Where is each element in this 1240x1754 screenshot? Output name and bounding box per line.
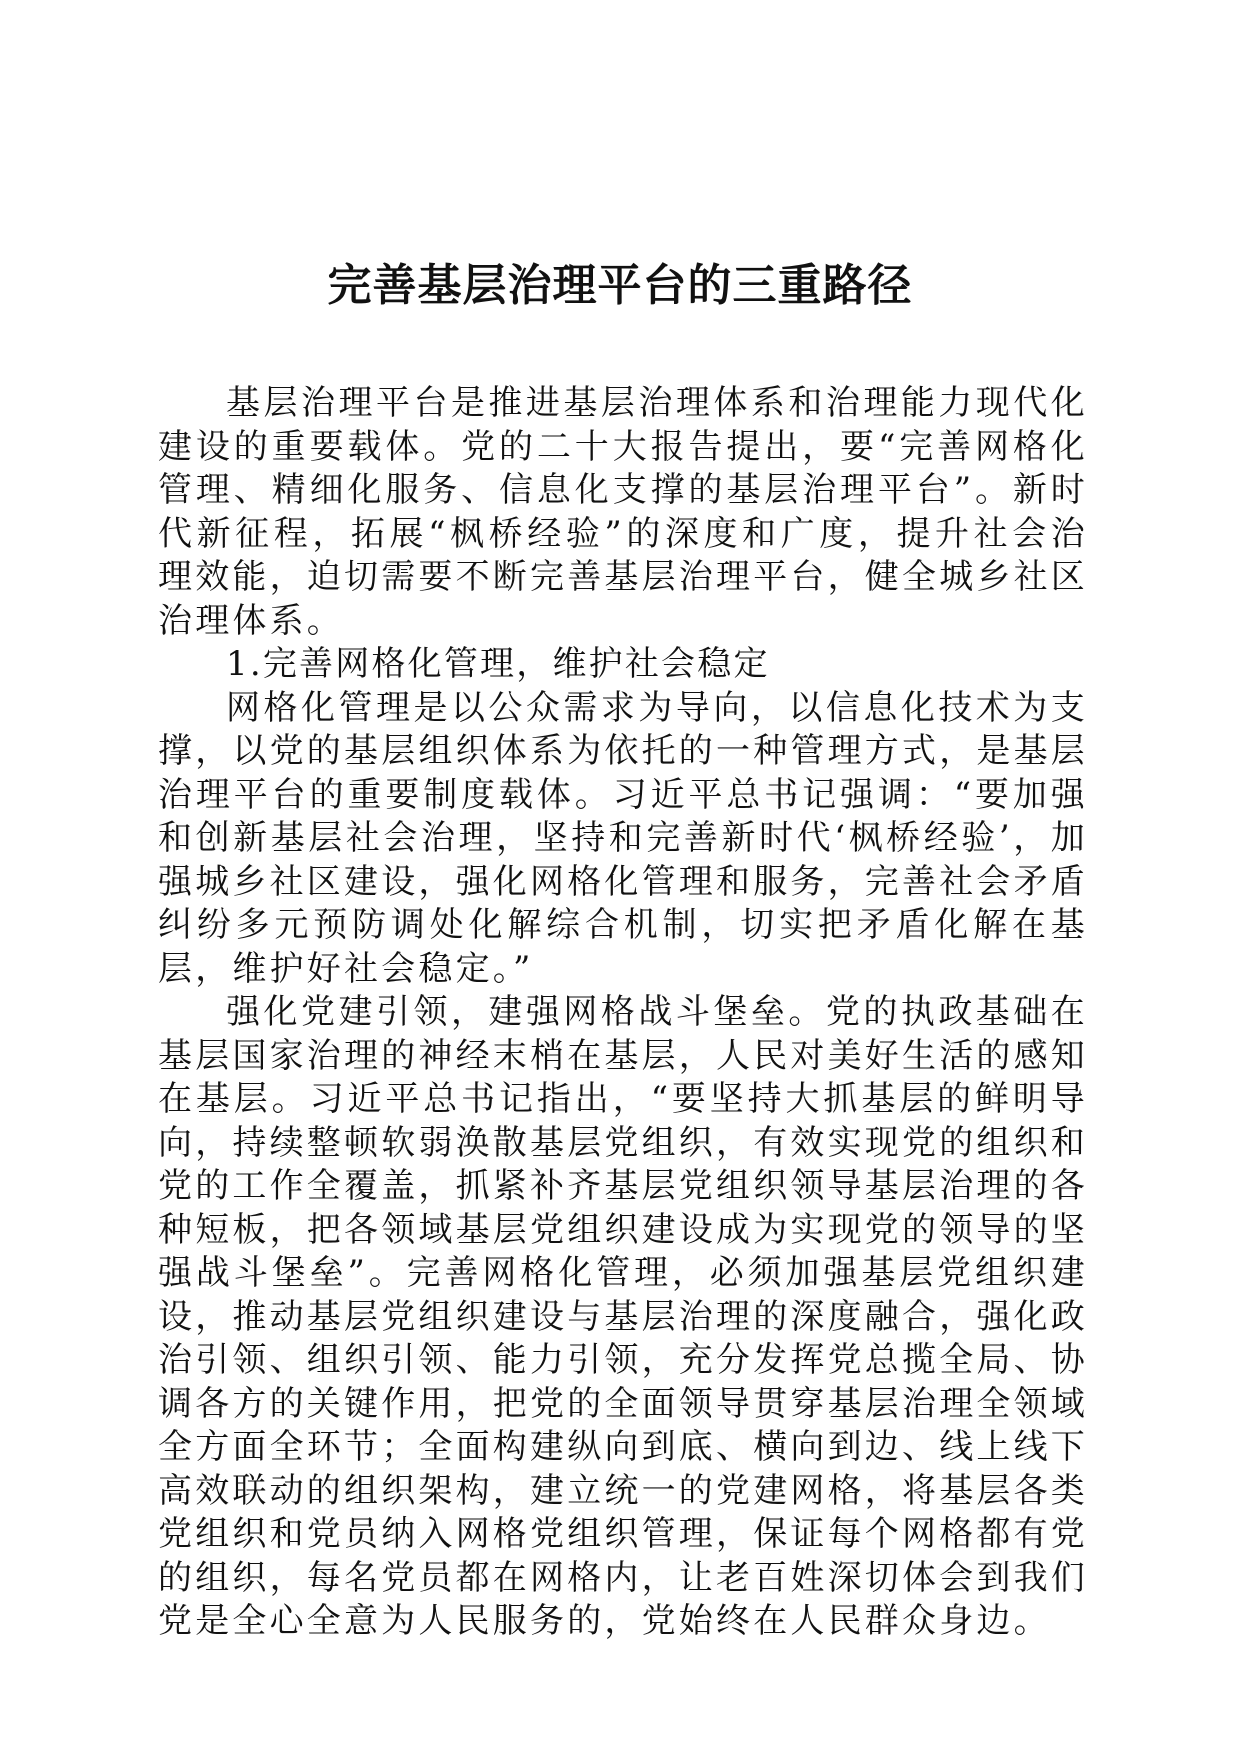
body-paragraph: 强化党建引领，建强网格战斗堡垒。党的执政基础在基层国家治理的神经末梢在基层，人民对美好生活的感知在基层。习近平总书记指出，“要坚持大抓基层的鲜明导向，持续整顿软弱涣散基层党组织，有效实现党的组织和党的工作全覆盖，抓紧补齐基层党组织领导基层治理的各种短板，把各领域基层党组织建设成为实现党的领导的坚强战斗堡垒”。完善网格化管理，必须加强基层党组织建设，推动基层党组织建设与基层治理的深度融合，强化政治引领、组织引领、能力引领，充分发挥党总揽全局、协调各方的关键作用，把党的全面领导贯穿基层治理全领域全方面全环节；全面构建纵向到底、横向到边、线上线下高效联动的组织架构，建立统一的党建网格，将基层各类党组织和党员纳入网格党组织管理，保证每个网格都有党的组织，每名党员都在网格内，让老百姓深切体会到我们党是全心全意为人民服务的，党始终在人民群众身边。 xyxy=(158,992,1088,1641)
document-title: 完善基层治理平台的三重路径 xyxy=(327,260,913,311)
body-paragraph: 网格化管理是以公众需求为导向，以信息化技术为支撑，以党的基层组织体系为依托的一种管理方式，是基层治理平台的重要制度载体。习近平总书记强调：“要加强和创新基层社会治理，坚持和完善新时代‘枫桥经验’，加强城乡社区建设，强化网格化管理和服务，完善社会矛盾纠纷多元预防调处化解综合机制，切实把矛盾化解在基层，维护好社会稳定。” xyxy=(158,687,1088,989)
section-heading: 1.完善网格化管理，维护社会稳定 xyxy=(226,644,770,684)
intro-paragraph: 基层治理平台是推进基层治理体系和治理能力现代化建设的重要载体。党的二十大报告提出，要“完善网格化管理、精细化服务、信息化支撑的基层治理平台”。新时代新征程，拓展“枫桥经验”的深度和广度，提升社会治理效能，迫切需要不断完善基层治理平台，健全城乡社区治理体系。 xyxy=(158,383,1088,641)
document-body xyxy=(158,382,1088,1644)
